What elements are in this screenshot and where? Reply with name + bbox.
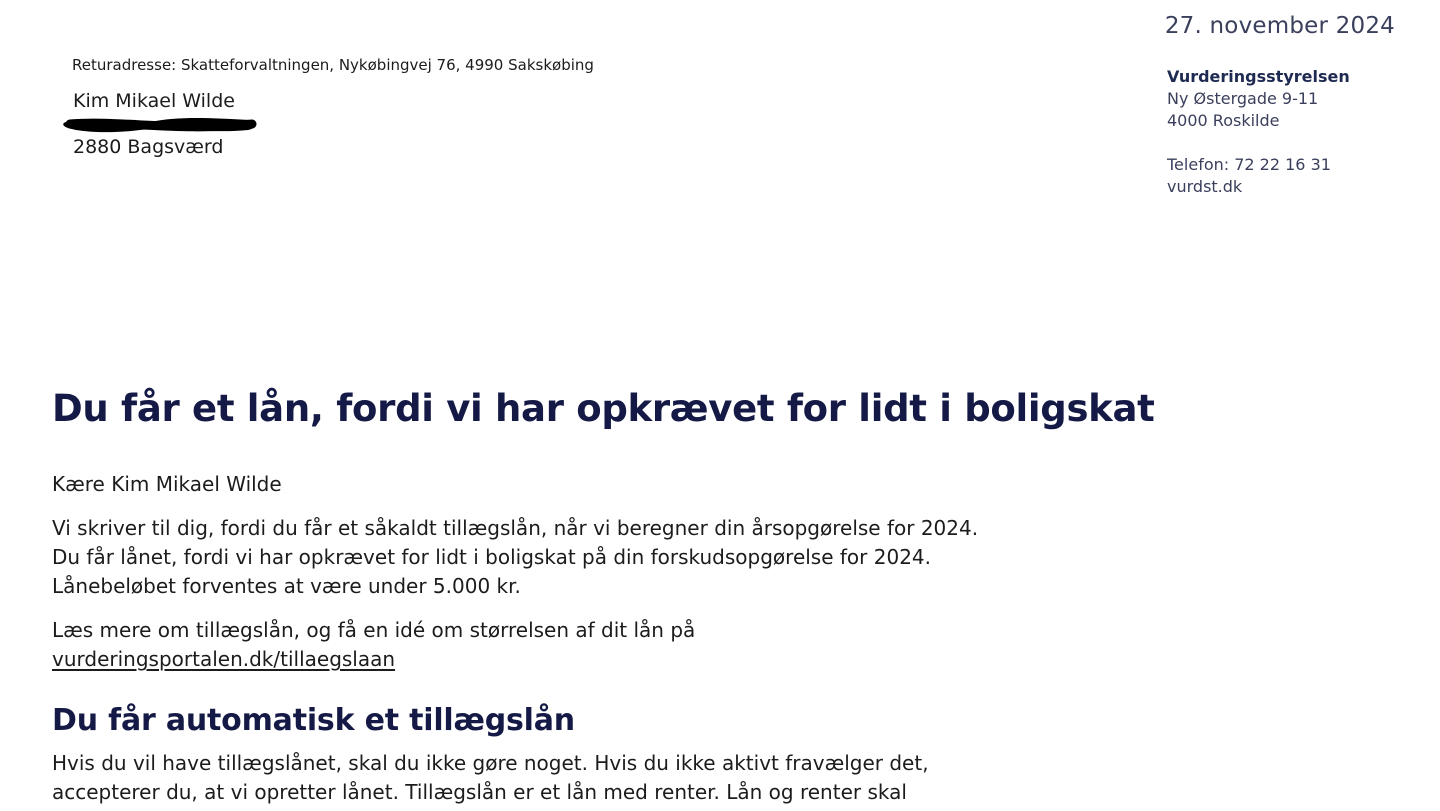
sender-website: vurdst.dk: [1167, 177, 1243, 196]
letter-title: Du får et lån, fordi vi har opkrævet for lidt i boligskat: [52, 387, 1155, 430]
sender-city: 4000 Roskilde: [1167, 111, 1280, 130]
paragraph-line: Du får lånet, fordi vi har opkrævet for lidt i boligskat på din forskudsopgørelse for 2024.: [52, 545, 931, 569]
redaction-scribble: [60, 110, 260, 136]
recipient-city: 2880 Bagsværd: [73, 136, 224, 158]
recipient-name: Kim Mikael Wilde: [73, 90, 235, 112]
paragraph-line: Læs mere om tillægslån, og få en idé om størrelsen af dit lån på: [52, 618, 696, 642]
sender-address: [1167, 66, 1350, 198]
sender-phone: Telefon: 72 22 16 31: [1167, 155, 1331, 174]
letter-date: 27. november 2024: [1164, 13, 1395, 39]
letter-greeting: Kære Kim Mikael Wilde: [52, 472, 282, 496]
paragraph-line: Vi skriver til dig, fordi du får et såkaldt tillægslån, når vi beregner din årsopgørelse for 2024.: [52, 516, 979, 540]
paragraph-read-more: [52, 616, 695, 674]
paragraph-line: Hvis du vil have tillægslånet, skal du ikke gøre noget. Hvis du ikke aktivt fravælger det,: [52, 751, 929, 775]
paragraph-line: accepterer du, at vi opretter lånet. Tillægslån er et lån med renter. Lån og renter skal: [52, 780, 907, 804]
sender-street: Ny Østergade 9-11: [1167, 89, 1319, 108]
paragraph-intro: [52, 514, 978, 601]
paragraph-automatic-loan: [52, 749, 929, 807]
tillaegslaan-link[interactable]: vurderingsportalen.dk/tillaegslaan: [52, 647, 396, 671]
section-heading: Du får automatisk et tillægslån: [52, 703, 575, 738]
paragraph-line: Lånebeløbet forventes at være under 5.000 kr.: [52, 574, 521, 598]
sender-organization: Vurderingsstyrelsen: [1167, 67, 1350, 86]
return-address: Returadresse: Skatteforvaltningen, Nykøbingvej 76, 4990 Sakskøbing: [72, 56, 594, 74]
